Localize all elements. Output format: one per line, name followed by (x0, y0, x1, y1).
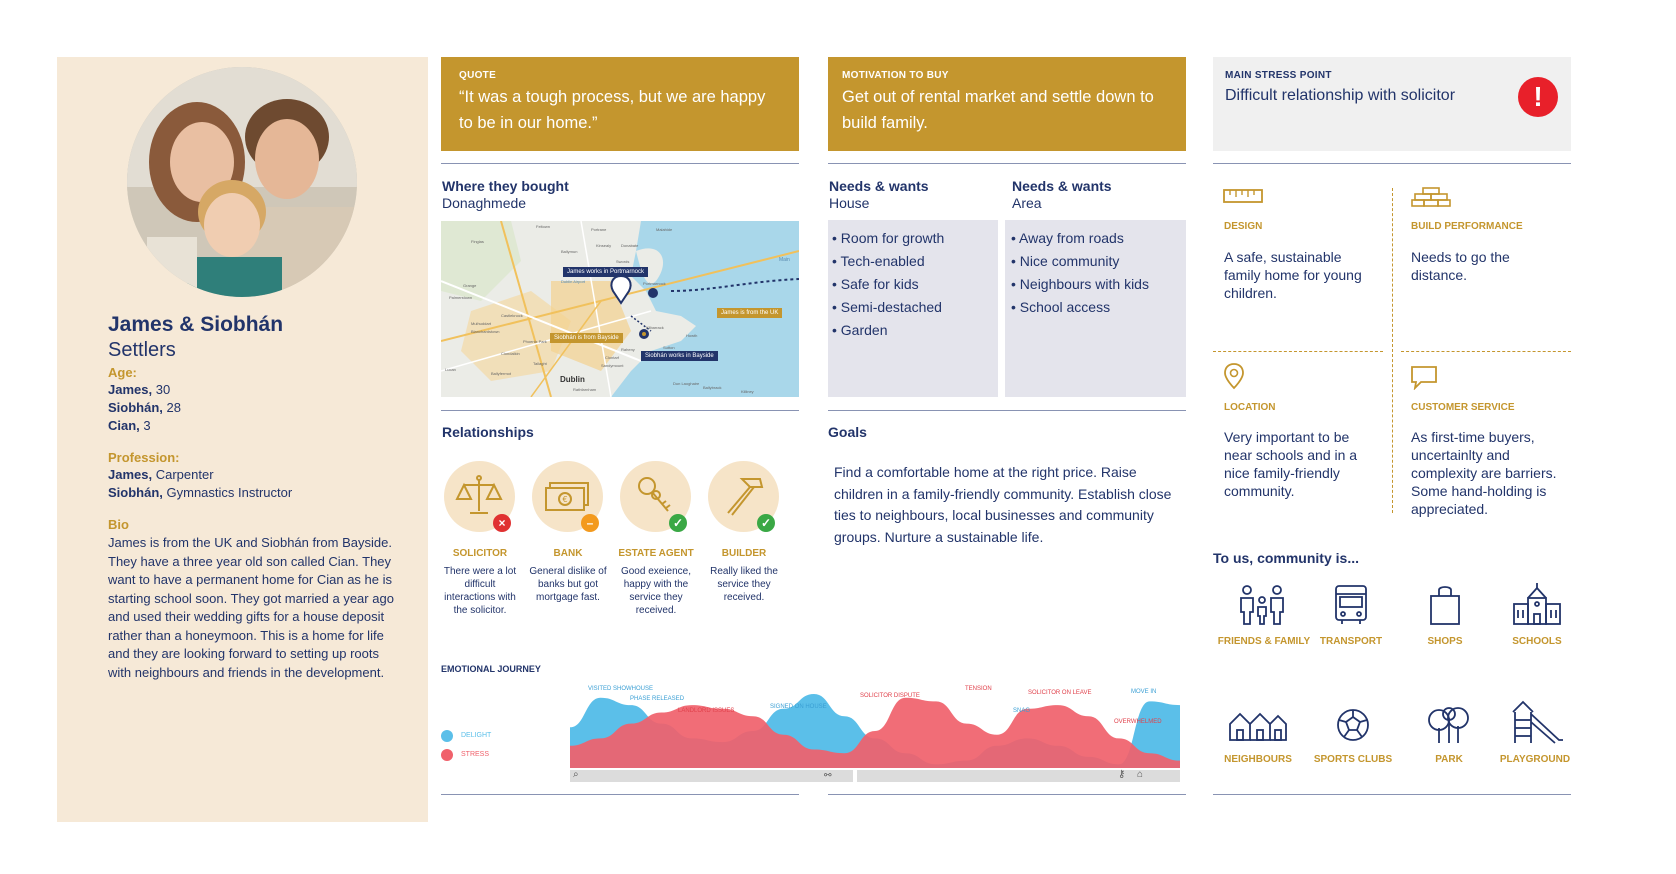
feature-label: DESIGN (1224, 221, 1263, 232)
community-label: NEIGHBOURS (1224, 754, 1292, 765)
map-place: Ballybrack (703, 385, 722, 390)
map-place: Swords (616, 259, 630, 264)
needs-item: • Neighbours with kids (1011, 276, 1149, 292)
neutral-badge-icon: – (581, 514, 599, 532)
map-place: Sutton (663, 345, 675, 350)
map-place: Blanchardstown (471, 329, 500, 334)
map-place: Tallaght (533, 361, 547, 366)
feature-text: A safe, sustainable family home for young children. (1224, 249, 1362, 301)
motivation-label: MOTIVATION TO BUY (842, 70, 949, 81)
community-label: FRIENDS & FAMILY (1217, 636, 1311, 647)
age-label: Age: (108, 365, 137, 380)
location-map[interactable] (441, 221, 799, 397)
negative-badge-icon: × (493, 514, 511, 532)
needs-item: • School access (1011, 299, 1111, 315)
feature-label: BUILD PERFORMANCE (1411, 221, 1523, 232)
divider (828, 794, 1186, 795)
map-place: Dublin Airport (561, 279, 586, 284)
relationship-label: SOLICITOR (452, 548, 508, 559)
delight-swatch (441, 730, 453, 742)
home-icon: ⌂ (1137, 769, 1144, 780)
feature-text: As first-time buyers, uncertainlty and complexity are barriers. Some hand-holding is appreciated. (1411, 429, 1557, 517)
positive-badge-icon: ✓ (669, 514, 687, 532)
community-label: PLAYGROUND (1499, 754, 1571, 765)
event-label: MOVE IN (1131, 689, 1157, 695)
relationships-title: Relationships (442, 424, 534, 440)
needs-item: • Semi-destached (832, 299, 942, 315)
map-place: Ballymun (561, 249, 578, 254)
map-place: Malahide (656, 227, 673, 232)
map-place: Mulhuddart (471, 321, 492, 326)
relationship-desc: General dislike of banks but got mortgage fast. (529, 566, 607, 603)
needs-house-title: Needs & wants (829, 178, 929, 194)
where-title: Where they bought (442, 178, 569, 194)
stress-box (1213, 57, 1571, 151)
event-label: SNAG (1013, 708, 1031, 714)
map-place: Clontarf (605, 355, 620, 360)
quote-text: “It was a tough process, but we are happy to be in our home.” (459, 88, 766, 132)
map-place: Raheny (621, 347, 635, 352)
school-icon (1512, 582, 1562, 626)
emotional-journey-title: EMOTIONAL JOURNEY (441, 664, 541, 674)
divider (441, 410, 799, 411)
profession-item: Siobhán, Gymnastics Instructor (108, 485, 293, 500)
age-item: Cian, 3 (108, 418, 151, 433)
search-icon[interactable]: ⌕ (573, 769, 579, 780)
map-place: Kilbarrack (646, 325, 664, 330)
positive-badge-icon: ✓ (757, 514, 775, 532)
alert-icon: ! (1518, 77, 1558, 117)
slide-icon (1509, 700, 1565, 744)
stress-swatch (441, 749, 453, 761)
profile-panel (57, 57, 428, 822)
motivation-box (828, 57, 1186, 151)
event-label: OVERWHELMED (1114, 719, 1162, 725)
goals-text: Find a comfortable home at the right price. Raise children in a family-friendly community. Establish close ties to neighbours, local businesses and community groups. Nurture a sustainable life. (834, 464, 1172, 545)
stress-label: MAIN STRESS POINT (1225, 70, 1332, 81)
needs-area-sub: Area (1012, 195, 1042, 211)
houses-icon (1228, 710, 1288, 742)
map-place: Grange (463, 283, 477, 288)
event-label: SOLICITOR DISPUTE (860, 693, 920, 699)
ruler-icon (1223, 187, 1263, 205)
map-place: Rathfarnham (573, 387, 597, 392)
people-icon (1237, 584, 1287, 626)
map-place: Palmerstown (449, 295, 473, 300)
bricks-icon (1411, 187, 1451, 207)
bus-icon (1334, 584, 1368, 626)
relationship-circle (532, 461, 603, 532)
map-place: Finglas (471, 239, 484, 244)
timeline-scrubber-right[interactable] (857, 770, 1180, 782)
shopping-bag-icon (1428, 584, 1462, 626)
needs-item: • Nice community (1011, 253, 1120, 269)
divider (1213, 163, 1571, 164)
community-label: PARK (1435, 754, 1463, 765)
feature-text: Needs to go the distance. (1411, 249, 1510, 283)
needs-item: • Garden (832, 322, 888, 338)
grid-divider (1392, 188, 1393, 513)
emotional-journey-chart (570, 680, 1180, 768)
map-place: Clondalkin (501, 351, 520, 356)
relationship-circle (620, 461, 691, 532)
map-place: Ballyfermot (491, 371, 512, 376)
event-label: PHASE RELEASED (630, 696, 685, 702)
handshake-icon: ⚯ (824, 770, 832, 780)
community-label: TRANSPORT (1319, 636, 1383, 647)
event-label: VISITED SHOWHOUSE (588, 686, 654, 692)
map-tag-siobhan-from: Siobhán is from Bayside (550, 333, 623, 343)
age-item: James, 30 (108, 382, 171, 397)
map-tag-siobhan-work: Siobhán works in Bayside (641, 351, 718, 361)
grid-divider (1401, 351, 1571, 352)
relationship-desc: Really liked the service they received. (710, 566, 778, 603)
map-place: Kinsealy (596, 243, 612, 248)
map-tag-james-from: James is from the UK (717, 308, 782, 318)
relationship-circle (444, 461, 515, 532)
stress-legend: STRESS (461, 751, 490, 758)
motivation-text: Get out of rental market and settle down to build family. (842, 88, 1154, 132)
location-pin-icon (1223, 362, 1245, 390)
where-place: Donaghmede (442, 195, 527, 211)
community-title: To us, community is... (1213, 550, 1359, 566)
quote-box (441, 57, 799, 151)
profession-item: James, Carpenter (108, 467, 214, 482)
divider (1213, 794, 1571, 795)
map-place: Dun Laoghaire (673, 381, 700, 386)
family-photo (127, 67, 357, 297)
needs-house-sub: House (829, 195, 870, 211)
feature-label: LOCATION (1224, 402, 1276, 413)
age-item: Siobhán, 28 (108, 400, 181, 415)
ball-icon (1336, 708, 1370, 742)
relationship-label: ESTATE AGENT (618, 548, 694, 559)
map-place: Killiney (741, 389, 754, 394)
needs-item: • Away from roads (1011, 230, 1124, 246)
divider (828, 410, 1186, 411)
persona-name: James & Siobhán (108, 313, 284, 336)
stress-text: Difficult relationship with solicitor (1225, 87, 1456, 104)
map-place: Castleknock (501, 313, 523, 318)
map-tag-james-work: James works in Portmarnock (563, 267, 648, 277)
divider (441, 163, 799, 164)
map-city: Dublin (560, 375, 585, 384)
needs-area-title: Needs & wants (1012, 178, 1112, 194)
map-place: Lucan (445, 367, 456, 372)
relationship-desc: Good exeience, happy with the service they received. (620, 566, 692, 616)
quote-label: QUOTE (459, 70, 497, 81)
bio-text: James is from the UK and Siobhán from Bayside. They have a three year old son called Cian. They want to have a permanent home for Cian as he is starting school soon. They got married a year ago and used their wedding gifts for a house deposit rather than a honeymoon. This is a home for life and they are looking forward to setting up roots with neighbours and friends in the development. (108, 535, 394, 680)
map-place: Phoenix Park (523, 339, 547, 344)
map-place: Portmarnock (643, 281, 666, 286)
feature-text: Very important to be near schools and in a nice family-friendly community. (1224, 429, 1358, 499)
grid-divider (1213, 351, 1383, 352)
community-label: SCHOOLS (1512, 636, 1562, 647)
community-label: SHOPS (1427, 636, 1463, 647)
divider (828, 163, 1186, 164)
map-place: Howth (686, 333, 698, 338)
profession-label: Profession: (108, 450, 180, 465)
feature-label: CUSTOMER SERVICE (1411, 402, 1515, 413)
map-place: Feltown (536, 224, 551, 229)
relationship-desc: There were a lot difficult interactions with the solicitor. (443, 566, 517, 616)
needs-house-panel (828, 220, 998, 397)
key-icon: ⚷ (1118, 769, 1126, 780)
bio-label: Bio (108, 517, 129, 532)
needs-item: • Tech-enabled (832, 253, 925, 269)
profession-list (108, 466, 292, 502)
community-label: SPORTS CLUBS (1313, 754, 1393, 765)
svg-text:€: € (562, 495, 568, 504)
event-label: SIGNED ON HOUSE (770, 704, 827, 710)
map-sea: Main (779, 257, 790, 263)
age-list (108, 381, 181, 435)
speech-bubble-icon (1409, 364, 1439, 390)
relationship-label: BANK (553, 548, 583, 559)
map-place: Sandymount (601, 363, 624, 368)
goals-title: Goals (828, 424, 867, 440)
divider (441, 794, 799, 795)
event-label: LANDLORD ISSUES (678, 708, 735, 714)
persona-type: Settlers (108, 339, 176, 361)
relationship-label: BUILDER (721, 548, 767, 559)
event-label: SOLICITOR ON LEAVE (1028, 690, 1092, 696)
needs-area-panel (1005, 220, 1186, 397)
event-label: TENSION (965, 686, 992, 692)
needs-item: • Room for growth (832, 230, 945, 246)
map-place: Donabate (621, 243, 639, 248)
needs-item: • Safe for kids (832, 276, 919, 292)
stress-area (570, 698, 1180, 768)
timeline-scrubber-left[interactable] (570, 770, 853, 782)
relationship-circle (708, 461, 779, 532)
map-place: Portrane (591, 227, 607, 232)
tree-icon (1425, 706, 1473, 744)
delight-legend: DELIGHT (461, 732, 492, 739)
